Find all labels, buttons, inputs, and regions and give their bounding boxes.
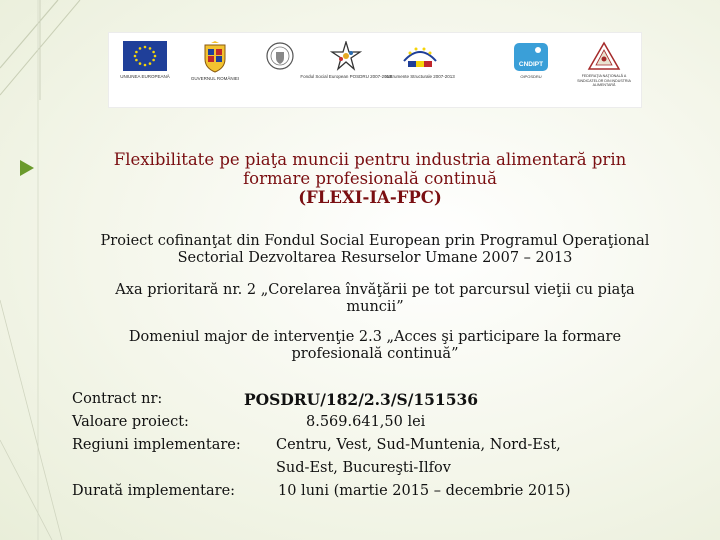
eu-flag-logo <box>115 41 175 99</box>
contract-label: Contract nr: <box>72 391 163 407</box>
contract-number: POSDRU/182/2.3/S/151536 <box>244 390 479 409</box>
title-line-2: formare profesională continuă <box>243 169 497 188</box>
duration-label: Durată implementare: <box>72 483 236 499</box>
value-label: Valoare proiect: <box>72 414 189 430</box>
duration-row <box>72 480 692 503</box>
logo-caption: Instrumente Structurale 2007-2013 <box>385 74 455 79</box>
instrumente-structurale-logo <box>387 41 453 99</box>
title-line-1: Flexibilitate pe piaţa muncii pentru industria alimentară prin <box>113 150 627 169</box>
domain-line-1: Domeniul major de intervenţie 2.3 „Acces şi participare la formare <box>128 329 622 345</box>
regions-value-continued: Sud-Est, Bucureşti-Ilfov <box>276 460 451 476</box>
intervention-domain <box>60 329 690 363</box>
regions-row <box>72 434 692 457</box>
project-value: 8.569.641,50 lei <box>306 414 426 430</box>
cndipt-sub: OIPOSDRU <box>520 74 542 79</box>
star-icon <box>329 41 363 71</box>
cndipt-logo <box>501 41 561 99</box>
cndipt-wordmark: CNDIPT <box>518 61 544 68</box>
priority-axis <box>60 282 690 316</box>
cofinancing-statement <box>60 233 690 267</box>
value-row <box>72 411 692 434</box>
logo-caption: FEDERAŢIA NAŢIONALĂ A SINDICATELOR DIN INDUSTRIA ALIMENTARĂ <box>577 74 631 87</box>
ministry-seal-logo <box>255 41 305 99</box>
romania-coat-of-arms-logo <box>185 41 245 99</box>
cofinancing-line-2: Sectorial Dezvoltarea Resurselor Umane 2007 – 2013 <box>177 250 573 266</box>
logo-bar <box>108 32 642 108</box>
contract-details <box>72 388 692 503</box>
coat-of-arms-icon <box>202 41 228 73</box>
cndipt-icon <box>512 41 550 81</box>
seal-icon <box>265 41 295 71</box>
logo-caption: UNIUNEA EUROPEANĂ <box>120 74 170 79</box>
axis-line-1: Axa prioritară nr. 2 „Corelarea învăţării pe tot parcursul vieţii cu piaţa <box>115 282 635 298</box>
fse-star-logo <box>300 41 392 99</box>
contract-row <box>72 388 692 411</box>
logo-caption: Fondul Social European POSDRU 2007-2013 <box>300 74 392 79</box>
eu-flag-icon <box>123 41 167 71</box>
regions-label: Regiuni implementare: <box>72 437 241 453</box>
project-title <box>60 150 680 207</box>
logo-caption: GUVERNUL ROMÂNIEI <box>190 76 240 81</box>
cofinancing-line-1: Proiect cofinanţat din Fondul Social European prin Programul Operaţional <box>100 233 650 249</box>
axis-line-2: muncii” <box>346 299 404 315</box>
federation-triangle-icon <box>587 41 621 71</box>
regions-row-continued <box>72 457 692 480</box>
regions-value: Centru, Vest, Sud-Muntenia, Nord-Est, <box>276 437 561 453</box>
duration-value: 10 luni (martie 2015 – decembrie 2015) <box>278 483 571 499</box>
federation-logo <box>571 41 637 99</box>
project-acronym: (FLEXI-IA-FPC) <box>298 188 442 207</box>
structural-funds-icon <box>400 41 440 71</box>
domain-line-2: profesională continuă” <box>291 346 459 362</box>
